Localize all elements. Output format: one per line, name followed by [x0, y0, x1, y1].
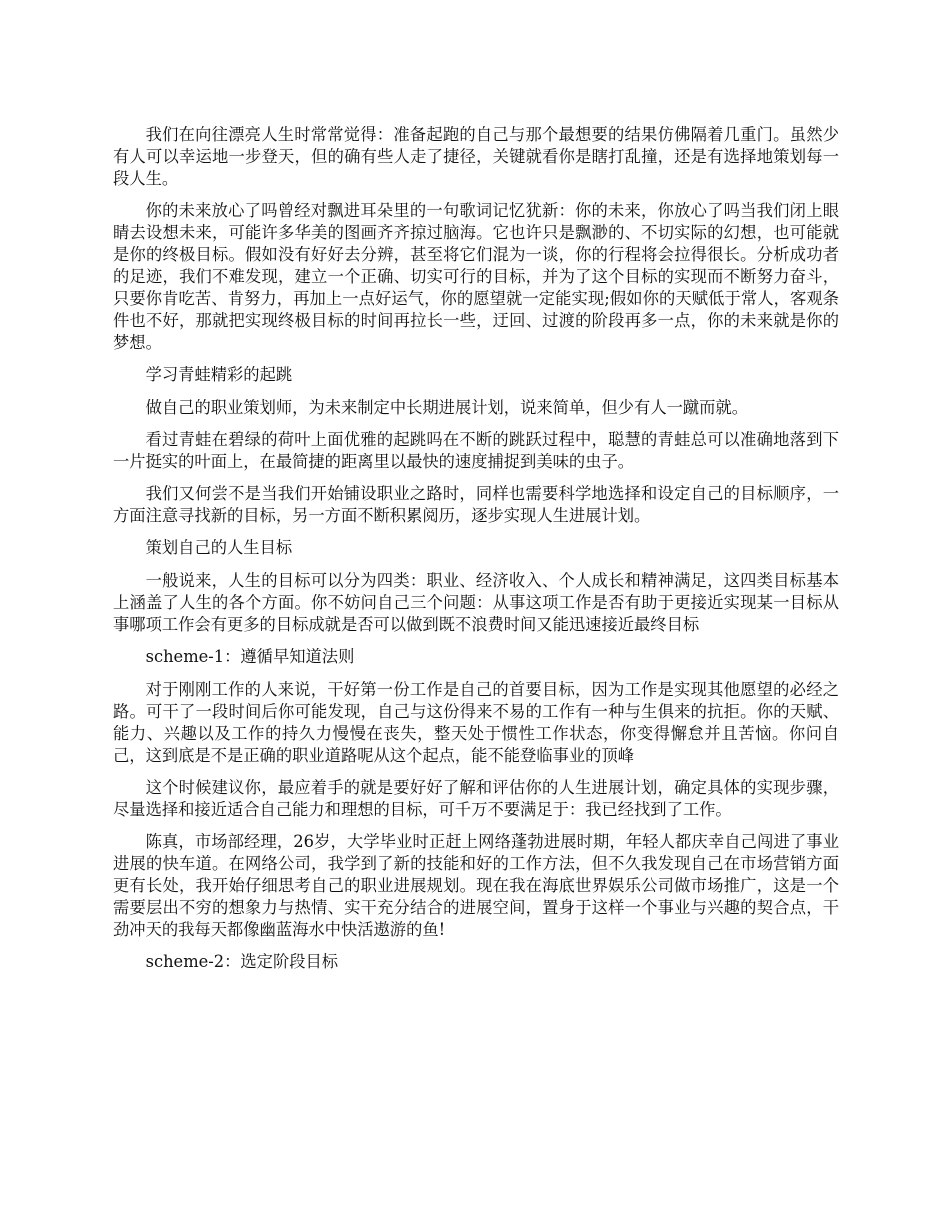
section-heading-frog-jump: 学习青蛙精彩的起跳: [145, 365, 293, 384]
document-page: [113, 124, 839, 984]
paragraph-frog: 看过青蛙在碧绿的荷叶上面优雅的起跳吗在不断的跳跃过程中，聪慧的青蛙总可以准确地落到下一片挺实的叶面上，在最简捷的距离里以最快的速度捕捉到美味的虫子。: [113, 430, 839, 471]
paragraph-intro: 我们在向往漂亮人生时常常觉得：准备起跑的自己与那个最想要的结果仿佛隔着几重门。虽然少有人可以幸运地一步登天，但的确有些人走了捷径，关键就看你是瞎打乱撞，还是有选择地策划每一段人生。: [113, 125, 839, 188]
paragraph-career-path: 我们又何尝不是当我们开始铺设职业之路时，同样也需要科学地选择和设定自己的目标顺序，一方面注意寻找新的目标，另一方面不断积累阅历，逐步实现人生进展计划。: [113, 484, 839, 525]
paragraph-advice: 这个时候建议你，最应着手的就是要好好了解和评估你的人生进展计划，确定具体的实现步骤，尽量选择和接近适合自己能力和理想的目标，可千万不要满足于：我已经找到了工作。: [113, 778, 839, 819]
section-heading-scheme-2: scheme-2：选定阶段目标: [145, 952, 339, 971]
paragraph-first-job: 对于刚刚工作的人来说，干好第一份工作是自己的首要目标，因为工作是实现其他愿望的必经之路。可干了一段时间后你可能发现，自己与这份得来不易的工作有一种与生俱来的抗拒。你的天赋、能力、兴趣以及工作的持久力慢慢在丧失，整天处于惯性工作状态，你变得懈怠并且苦恼。你问自己，这到底是不是正确的职业道路呢从这个起点，能不能登临事业的顶峰: [113, 680, 839, 765]
paragraph-career-planner: 做自己的职业策划师，为未来制定中长期进展计划，说来简单，但少有人一蹴而就。: [145, 398, 749, 417]
paragraph-future: 你的未来放心了吗曾经对飘进耳朵里的一句歌词记忆犹新：你的未来，你放心了吗当我们闭上眼睛去设想未来，可能许多华美的图画齐齐掠过脑海。它也许只是飘渺的、不切实际的幻想，也可能就是你的终极目标。假如没有好好去分辨，甚至将它们混为一谈，你的行程将会拉得很长。分析成功者的足迹，我们不难发现，建立一个正确、切实可行的目标，并为了这个目标的实现而不断努力奋斗，只要你肯吃苦、肯努力，再加上一点好运气，你的愿望就一定能实现;假如你的天赋低于常人，客观条件也不好，那就把实现终极目标的时间再拉长一些，迂回、过渡的阶段再多一点，你的未来就是你的梦想。: [113, 201, 839, 352]
paragraph-four-goals: 一般说来，人生的目标可以分为四类：职业、经济收入、个人成长和精神满足，这四类目标基本上涵盖了人生的各个方面。你不妨问自己三个问题：从事这项工作是否有助于更接近实现某一目标从事哪项工作会有更多的目标成就是否可以做到既不浪费时间又能迅速接近最终目标: [113, 571, 839, 634]
section-heading-scheme-1: scheme-1：遵循早知道法则: [145, 647, 355, 666]
section-heading-life-goals: 策划自己的人生目标: [145, 538, 293, 557]
paragraph-chen-zhen: 陈真，市场部经理，26岁，大学毕业时正赶上网络蓬勃进展时期，年轻人都庆幸自己闯进了事业进展的快车道。在网络公司，我学到了新的技能和好的工作方法，但不久我发现自己在市场营销方面更有长处，我开始仔细思考自己的职业进展规划。现在我在海底世界娱乐公司做市场推广，这是一个需要层出不穷的想象力与热情、实干充分结合的进展空间，置身于这样一个事业与兴趣的契合点，干劲冲天的我每天都像幽蓝海水中快活遨游的鱼!: [113, 832, 839, 939]
